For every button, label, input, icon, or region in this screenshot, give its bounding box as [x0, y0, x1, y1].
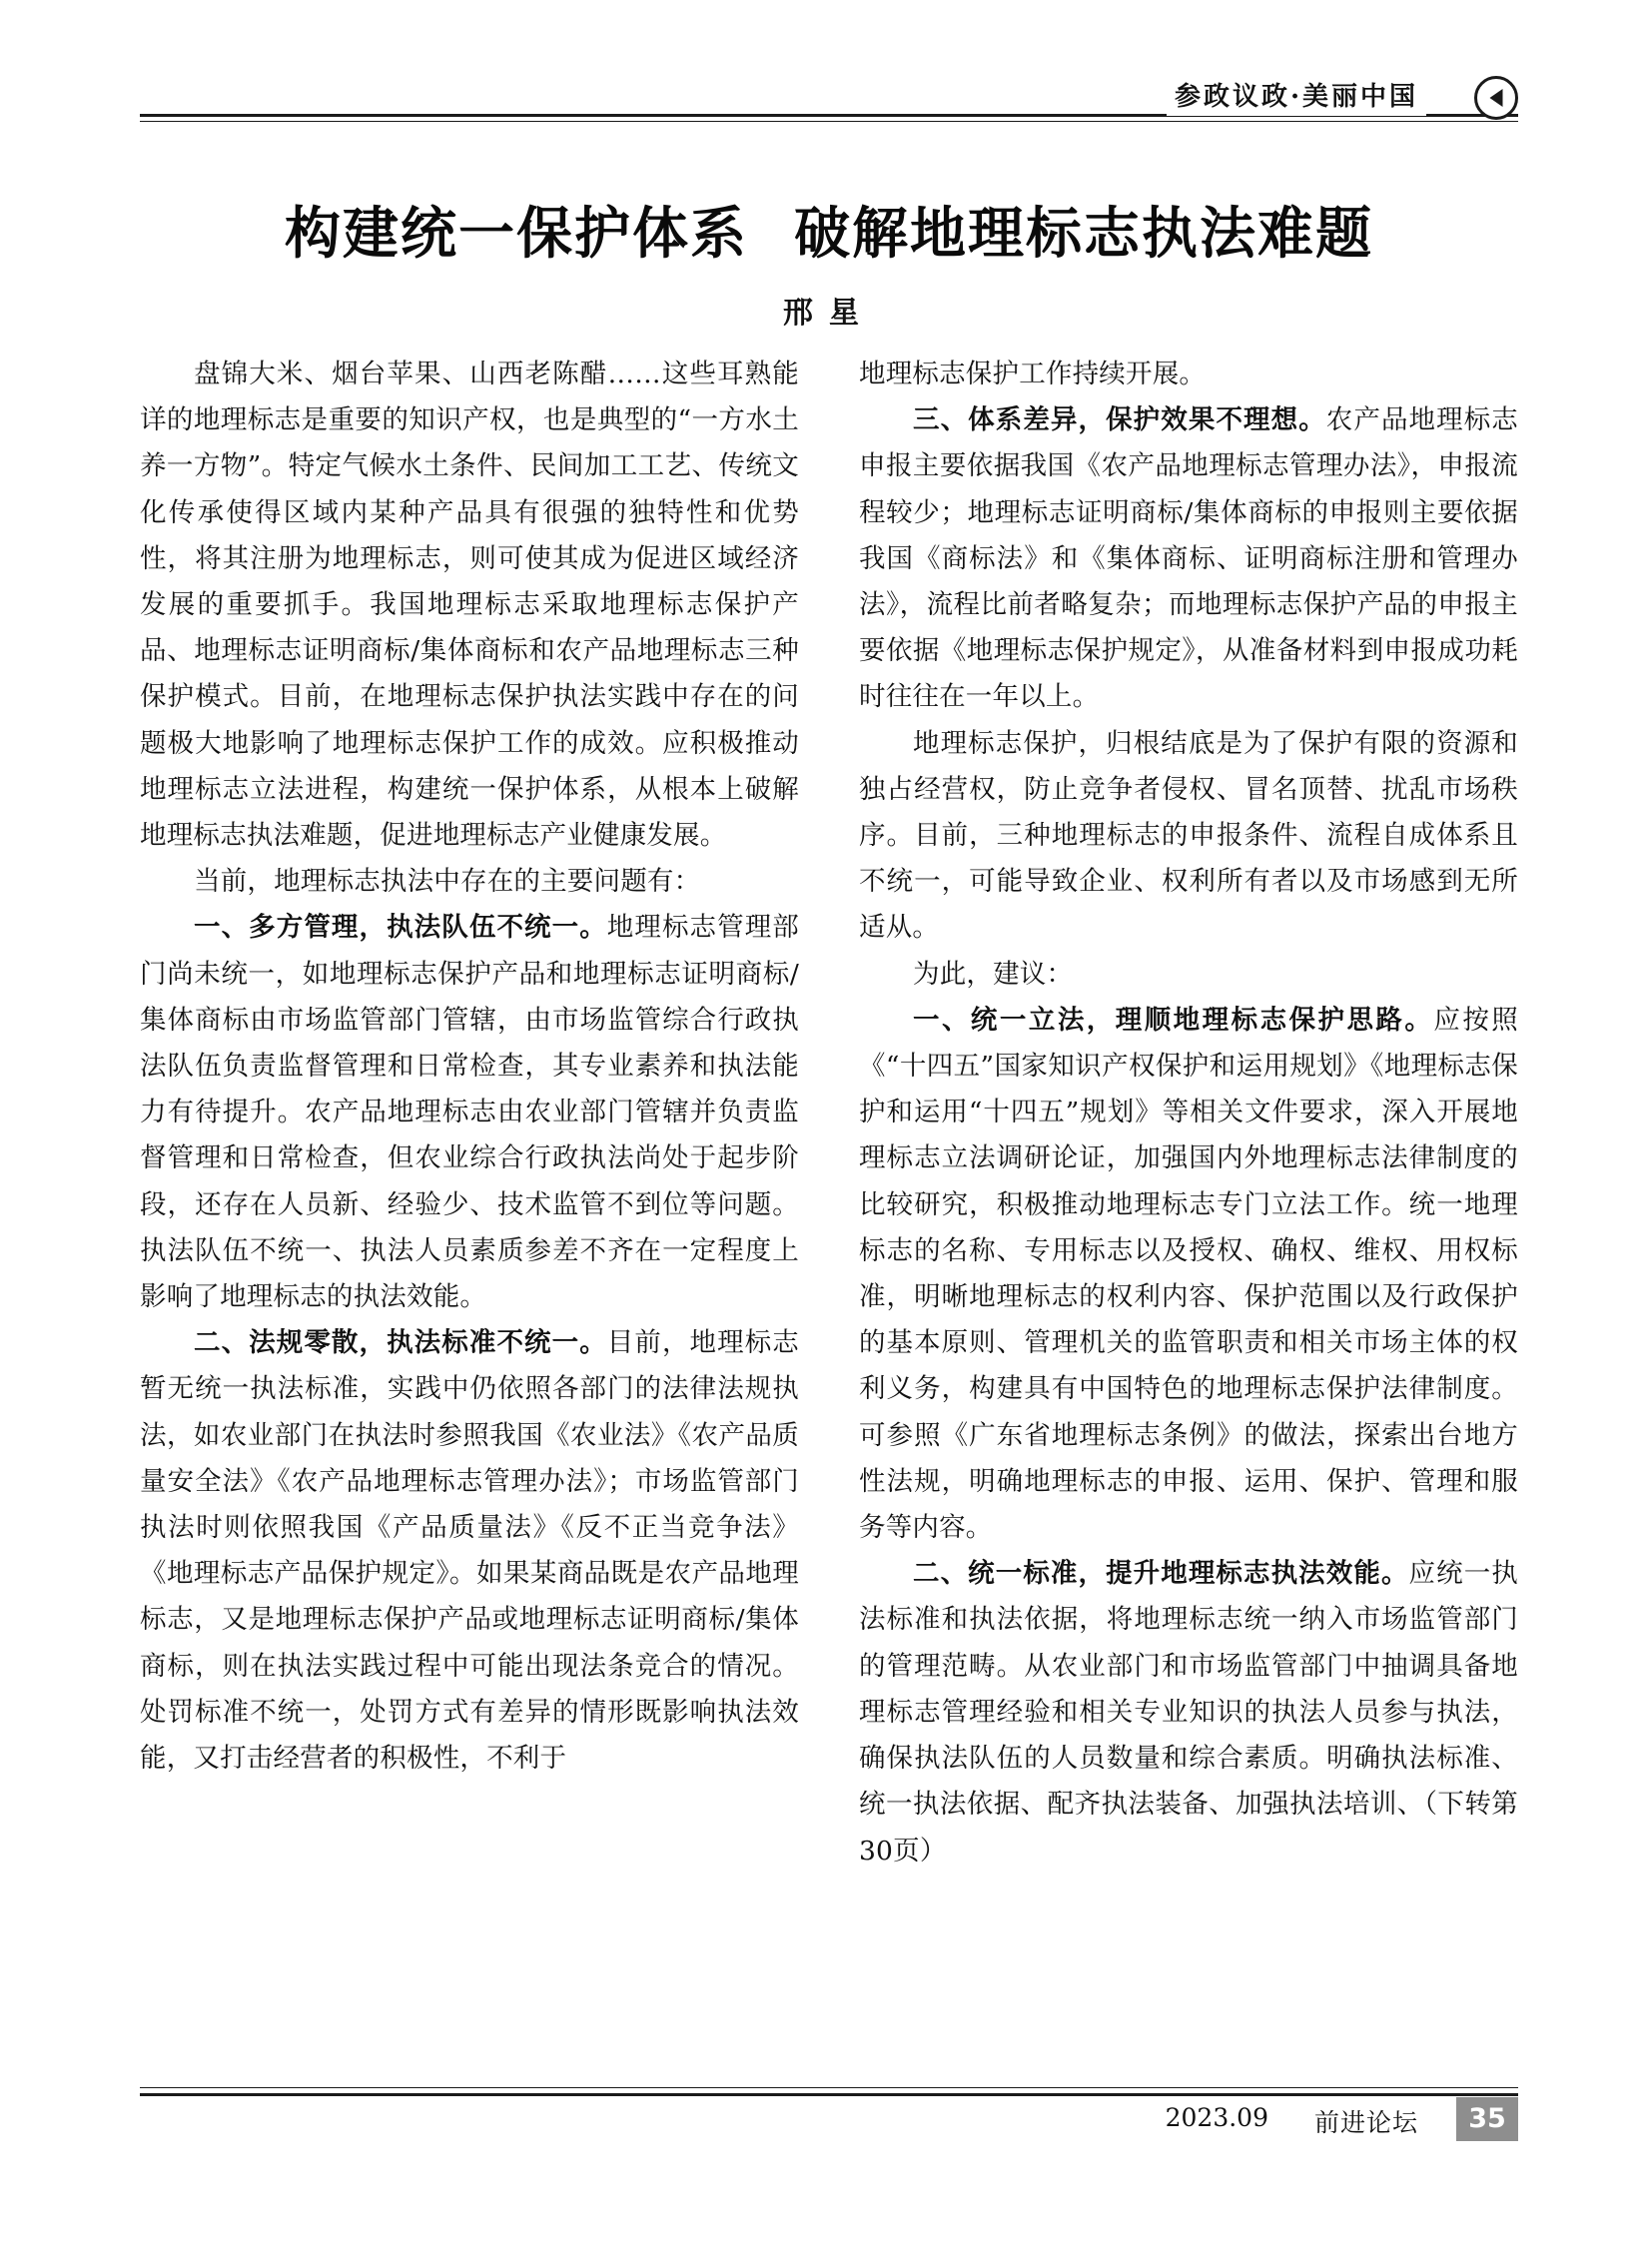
section-title: 参政议政·美丽中国	[1167, 78, 1426, 116]
article-title-part2: 破解地理标志执法难题	[794, 202, 1373, 267]
paragraph: 一、多方管理，执法队伍不统一。地理标志管理部门尚未统一，如地理标志保护产品和地理标志证明商标/集体商标由市场监管部门管辖，由市场监管综合行政执法队伍负责监督管理和日常检查，其专业素养和执法能力有待提升。农产品地理标志由农业部门管辖并负责监督管理和日常检查，但农业综合行政执法尚处于起步阶段，还存在人员新、经验少、技术监管不到位等问题。执法队伍不统一、执法人员素质参差不齐在一定程度上影响了地理标志的执法效能。	[140, 912, 799, 1313]
paragraph: 一、统一立法，理顺地理标志保护思路。应按照《“十四五”国家知识产权保护和运用规划》《地理标志保护和运用“十四五”规划》等相关文件要求，深入开展地理标志立法调研论证，加强国内外地理标志法律制度的比较研究，积极推动地理标志专门立法工作。统一地理标志的名称、专用标志以及授权、确权、维权、用权标准，明晰地理标志的权利内容、保护范围以及行政保护的基本原则、管理机关的监管职责和相关市场主体的权利义务，构建具有中国特色的地理标志保护法律制度。可参照《广东省地理标志条例》的做法，探索出台地方性法规，明确地理标志的申报、运用、保护、管理和服务等内容。	[859, 1004, 1518, 1544]
page-footer	[140, 2087, 1518, 2157]
article-title	[120, 190, 1538, 270]
left-arrow-circle-icon	[1474, 76, 1518, 120]
arrow-glyph	[1490, 89, 1503, 107]
footer-journal-name: 前进论坛	[1313, 2108, 1418, 2137]
paragraph-lead: 三、体系差异，保护效果不理想。	[913, 404, 1326, 436]
footer-date: 2023.09	[1165, 2103, 1268, 2132]
column-right	[859, 352, 1518, 2089]
page-number: 35	[1456, 2097, 1518, 2141]
article-title-part1: 构建统一保护体系	[285, 202, 748, 267]
footer-rule-top	[140, 2087, 1518, 2088]
header-rule-bottom	[140, 121, 1518, 122]
paragraph-lead: 二、法规零散，执法标准不统一。	[194, 1327, 607, 1359]
article-author: 邢星	[783, 296, 875, 331]
paragraph-lead: 二、统一标准，提升地理标志执法效能。	[913, 1558, 1409, 1590]
paragraph-lead: 一、统一立法，理顺地理标志保护思路。	[913, 1004, 1434, 1036]
article-body	[140, 352, 1518, 2089]
paragraph: 二、法规零散，执法标准不统一。目前，地理标志暂无统一执法标准，实践中仍依照各部门的法律法规执法，如农业部门在执法时参照我国《农业法》《农产品质量安全法》《农产品地理标志管理办法》；市场监管部门执法时则依照我国《产品质量法》《反不正当竞争法》《地理标志产品保护规定》。如果某商品既是农产品地理标志，又是地理标志保护产品或地理标志证明商标/集体商标，则在执法实践过程中可能出现法条竞合的情况。处罚标准不统一，处罚方式有差异的情形既影响执法效能，又打击经营者的积极性，不利于	[140, 1327, 799, 1775]
paragraph: 地理标志保护工作持续开展。	[859, 359, 1207, 389]
paragraph: 三、体系差异，保护效果不理想。农产品地理标志申报主要依据我国《农产品地理标志管理办法》，申报流程较少；地理标志证明商标/集体商标的申报则主要依据我国《商标法》和《集体商标、证明商标注册和管理办法》，流程比前者略复杂；而地理标志保护产品的申报主要依据《地理标志保护规定》，从准备材料到申报成功耗时往往在一年以上。	[859, 404, 1518, 713]
paragraph-lead: 一、多方管理，执法队伍不统一。	[194, 912, 607, 944]
paragraph: 二、统一标准，提升地理标志执法效能。应统一执法标准和执法依据，将地理标志统一纳入市场监管部门的管理范畴。从农业部门和市场监管部门中抽调具备地理标志管理经验和相关专业知识的执法人员参与执法，确保执法队伍的人员数量和综合素质。明确执法标准、统一执法依据、配齐执法装备、加强执法培训、（下转第30页）	[859, 1558, 1518, 1867]
footer-rule-bottom	[140, 2093, 1518, 2096]
page-header	[140, 78, 1518, 138]
paragraph: 盘锦大米、烟台苹果、山西老陈醋……这些耳熟能详的地理标志是重要的知识产权，也是典型的“一方水土养一方物”。特定气候水土条件、民间加工工艺、传统文化传承使得区域内某种产品具有很强的独特性和优势性，将其注册为地理标志，则可使其成为促进区域经济发展的重要抓手。我国地理标志采取地理标志保护产品、地理标志证明商标/集体商标和农产品地理标志三种保护模式。目前，在地理标志保护执法实践中存在的问题极大地影响了地理标志保护工作的成效。应积极推动地理标志立法进程，构建统一保护体系，从根本上破解地理标志执法难题，促进地理标志产业健康发展。	[140, 359, 799, 852]
column-left	[140, 352, 799, 2089]
paragraph: 当前，地理标志执法中存在的主要问题有：	[194, 866, 701, 898]
paragraph: 为此，建议：	[913, 958, 1074, 990]
paragraph: 地理标志保护，归根结底是为了保护有限的资源和独占经营权，防止竞争者侵权、冒名顶替、扰乱市场秩序。目前，三种地理标志的申报条件、流程自成体系且不统一，可能导致企业、权利所有者以及市场感到无所适从。	[859, 727, 1518, 944]
